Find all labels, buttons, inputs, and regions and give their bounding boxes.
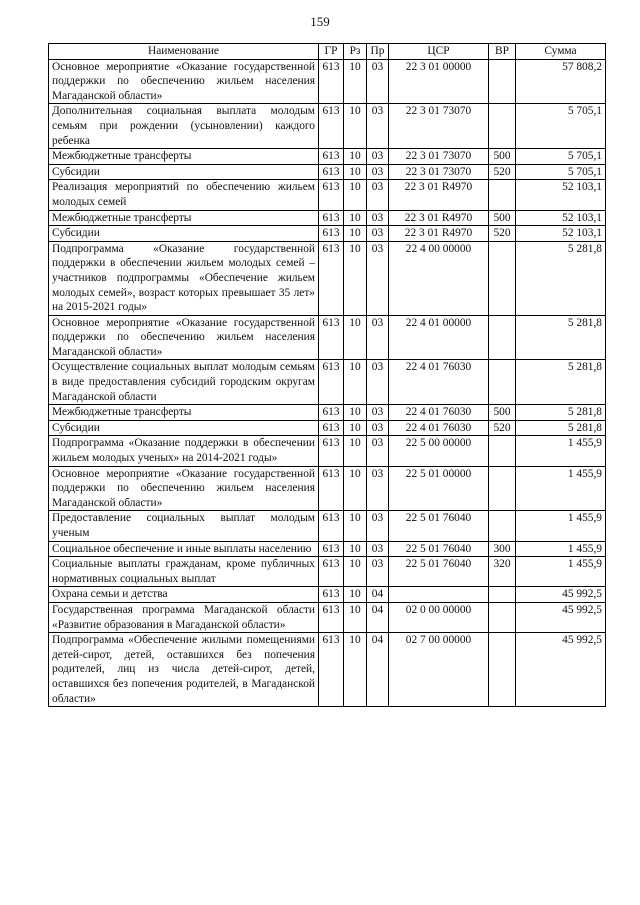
cell-rz: 10 <box>344 436 367 466</box>
cell-sum: 5 705,1 <box>516 149 606 165</box>
cell-rz: 10 <box>344 149 367 165</box>
budget-table <box>48 43 606 707</box>
cell-pr: 03 <box>367 241 389 315</box>
cell-csr: 22 3 01 73070 <box>389 164 489 180</box>
cell-rz: 10 <box>344 466 367 511</box>
cell-sum: 45 992,5 <box>516 633 606 707</box>
table-header <box>49 44 606 60</box>
table-row <box>49 226 606 242</box>
cell-name: Межбюджетные трансферты <box>49 210 319 226</box>
cell-sum: 5 705,1 <box>516 164 606 180</box>
cell-csr: 22 3 01 R4970 <box>389 226 489 242</box>
column-header-pr: Пр <box>367 44 389 60</box>
cell-name: Подпрограмма «Оказание государственной поддержки в обеспечении жильем молодых семей – участников подпрограммы «Обеспечение жильем молодых семей», возраст которых превышает 35 лет» на 2015-2021 годы» <box>49 241 319 315</box>
cell-csr: 22 3 01 R4970 <box>389 180 489 210</box>
cell-csr: 22 4 00 00000 <box>389 241 489 315</box>
cell-gr: 613 <box>319 436 344 466</box>
cell-name: Предоставление социальных выплат молодым ученым <box>49 511 319 541</box>
cell-sum: 1 455,9 <box>516 466 606 511</box>
cell-vr: 320 <box>489 557 516 587</box>
cell-vr <box>489 511 516 541</box>
cell-csr: 22 3 01 R4970 <box>389 210 489 226</box>
cell-csr <box>389 587 489 603</box>
cell-name: Основное мероприятие «Оказание государственной поддержки по обеспечению жильем населения Магаданской области» <box>49 59 319 104</box>
cell-csr: 22 5 00 00000 <box>389 436 489 466</box>
cell-gr: 613 <box>319 164 344 180</box>
cell-gr: 613 <box>319 420 344 436</box>
table-row <box>49 210 606 226</box>
cell-sum: 5 281,8 <box>516 420 606 436</box>
cell-sum: 45 992,5 <box>516 587 606 603</box>
cell-sum: 1 455,9 <box>516 511 606 541</box>
cell-pr: 03 <box>367 226 389 242</box>
cell-name: Основное мероприятие «Оказание государственной поддержки по обеспечению жильем населения Магаданской области» <box>49 466 319 511</box>
cell-pr: 03 <box>367 466 389 511</box>
column-header-sum: Сумма <box>516 44 606 60</box>
table-row <box>49 466 606 511</box>
cell-pr: 03 <box>367 420 389 436</box>
cell-sum: 1 455,9 <box>516 541 606 557</box>
cell-rz: 10 <box>344 405 367 421</box>
table-body <box>49 59 606 707</box>
cell-csr: 22 4 01 76030 <box>389 420 489 436</box>
cell-gr: 613 <box>319 511 344 541</box>
cell-pr: 04 <box>367 587 389 603</box>
cell-gr: 613 <box>319 633 344 707</box>
cell-vr <box>489 436 516 466</box>
cell-sum: 52 103,1 <box>516 226 606 242</box>
cell-rz: 10 <box>344 226 367 242</box>
cell-pr: 03 <box>367 405 389 421</box>
cell-name: Подпрограмма «Оказание поддержки в обеспечении жильем молодых ученых» на 2014-2021 годы» <box>49 436 319 466</box>
table-row <box>49 315 606 360</box>
cell-rz: 10 <box>344 241 367 315</box>
cell-gr: 613 <box>319 587 344 603</box>
cell-vr: 300 <box>489 541 516 557</box>
column-header-vr: ВР <box>489 44 516 60</box>
cell-name: Субсидии <box>49 164 319 180</box>
cell-sum: 5 281,8 <box>516 315 606 360</box>
cell-sum: 1 455,9 <box>516 557 606 587</box>
cell-pr: 03 <box>367 210 389 226</box>
cell-name: Реализация мероприятий по обеспечению жильем молодых семей <box>49 180 319 210</box>
cell-name: Межбюджетные трансферты <box>49 405 319 421</box>
cell-pr: 03 <box>367 149 389 165</box>
cell-name: Государственная программа Магаданской области «Развитие образования в Магаданской области» <box>49 602 319 632</box>
cell-rz: 10 <box>344 210 367 226</box>
cell-sum: 1 455,9 <box>516 436 606 466</box>
cell-vr <box>489 633 516 707</box>
cell-gr: 613 <box>319 241 344 315</box>
cell-gr: 613 <box>319 149 344 165</box>
column-header-gr: ГР <box>319 44 344 60</box>
cell-gr: 613 <box>319 541 344 557</box>
table-row <box>49 602 606 632</box>
cell-pr: 03 <box>367 511 389 541</box>
cell-rz: 10 <box>344 633 367 707</box>
cell-sum: 5 705,1 <box>516 104 606 149</box>
table-row <box>49 541 606 557</box>
cell-rz: 10 <box>344 541 367 557</box>
cell-gr: 613 <box>319 466 344 511</box>
cell-name: Межбюджетные трансферты <box>49 149 319 165</box>
cell-vr <box>489 180 516 210</box>
page-number: 159 <box>310 14 330 29</box>
cell-name: Основное мероприятие «Оказание государственной поддержки по обеспечению жильем населения Магаданской области» <box>49 315 319 360</box>
table-row <box>49 511 606 541</box>
cell-pr: 03 <box>367 436 389 466</box>
cell-rz: 10 <box>344 104 367 149</box>
cell-pr: 03 <box>367 104 389 149</box>
cell-sum: 5 281,8 <box>516 241 606 315</box>
cell-vr: 500 <box>489 210 516 226</box>
cell-rz: 10 <box>344 511 367 541</box>
cell-name: Субсидии <box>49 226 319 242</box>
table-row <box>49 405 606 421</box>
cell-name: Подпрограмма «Обеспечение жилыми помещениями детей-сирот, детей, оставшихся без попечения родителей, лиц из числа детей-сирот, детей, оставшихся без попечения родителей, в Магаданской области» <box>49 633 319 707</box>
cell-rz: 10 <box>344 360 367 405</box>
cell-sum: 52 103,1 <box>516 180 606 210</box>
cell-csr: 22 5 01 76040 <box>389 557 489 587</box>
cell-pr: 03 <box>367 180 389 210</box>
cell-vr: 520 <box>489 164 516 180</box>
cell-gr: 613 <box>319 104 344 149</box>
column-header-csr: ЦСР <box>389 44 489 60</box>
cell-gr: 613 <box>319 315 344 360</box>
cell-csr: 22 3 01 00000 <box>389 59 489 104</box>
cell-sum: 5 281,8 <box>516 360 606 405</box>
table-row <box>49 557 606 587</box>
cell-csr: 02 0 00 00000 <box>389 602 489 632</box>
cell-vr <box>489 602 516 632</box>
cell-pr: 03 <box>367 315 389 360</box>
cell-rz: 10 <box>344 557 367 587</box>
cell-csr: 22 5 01 00000 <box>389 466 489 511</box>
cell-name: Дополнительная социальная выплата молодым семьям при рождении (усыновлении) каждого ребенка <box>49 104 319 149</box>
cell-name: Охрана семьи и детства <box>49 587 319 603</box>
cell-rz: 10 <box>344 587 367 603</box>
column-header-name: Наименование <box>49 44 319 60</box>
cell-vr: 520 <box>489 420 516 436</box>
cell-pr: 03 <box>367 164 389 180</box>
cell-vr <box>489 587 516 603</box>
cell-gr: 613 <box>319 557 344 587</box>
cell-rz: 10 <box>344 420 367 436</box>
cell-vr <box>489 241 516 315</box>
cell-name: Социальные выплаты гражданам, кроме публичных нормативных социальных выплат <box>49 557 319 587</box>
cell-csr: 22 3 01 73070 <box>389 104 489 149</box>
table-row <box>49 360 606 405</box>
cell-vr: 520 <box>489 226 516 242</box>
table-row <box>49 436 606 466</box>
cell-vr <box>489 59 516 104</box>
cell-csr: 02 7 00 00000 <box>389 633 489 707</box>
cell-pr: 03 <box>367 557 389 587</box>
cell-rz: 10 <box>344 315 367 360</box>
cell-csr: 22 4 01 76030 <box>389 360 489 405</box>
cell-rz: 10 <box>344 602 367 632</box>
cell-pr: 03 <box>367 541 389 557</box>
cell-gr: 613 <box>319 226 344 242</box>
cell-name: Социальное обеспечение и иные выплаты населению <box>49 541 319 557</box>
cell-name: Осуществление социальных выплат молодым семьям в виде предоставления субсидий городским округам Магаданской области <box>49 360 319 405</box>
cell-gr: 613 <box>319 180 344 210</box>
cell-gr: 613 <box>319 602 344 632</box>
cell-csr: 22 4 01 00000 <box>389 315 489 360</box>
table-row <box>49 587 606 603</box>
table-row <box>49 164 606 180</box>
cell-vr: 500 <box>489 149 516 165</box>
cell-pr: 04 <box>367 602 389 632</box>
cell-sum: 57 808,2 <box>516 59 606 104</box>
cell-vr <box>489 315 516 360</box>
cell-sum: 52 103,1 <box>516 210 606 226</box>
cell-gr: 613 <box>319 210 344 226</box>
cell-sum: 45 992,5 <box>516 602 606 632</box>
cell-vr <box>489 104 516 149</box>
table-row <box>49 180 606 210</box>
cell-csr: 22 4 01 76030 <box>389 405 489 421</box>
cell-sum: 5 281,8 <box>516 405 606 421</box>
table-row <box>49 149 606 165</box>
table-row <box>49 59 606 104</box>
cell-vr <box>489 360 516 405</box>
column-header-rz: Рз <box>344 44 367 60</box>
table-row <box>49 633 606 707</box>
cell-gr: 613 <box>319 59 344 104</box>
cell-pr: 03 <box>367 59 389 104</box>
table-row <box>49 104 606 149</box>
cell-name: Субсидии <box>49 420 319 436</box>
cell-rz: 10 <box>344 59 367 104</box>
cell-pr: 04 <box>367 633 389 707</box>
cell-vr: 500 <box>489 405 516 421</box>
cell-vr <box>489 466 516 511</box>
cell-rz: 10 <box>344 180 367 210</box>
cell-csr: 22 5 01 76040 <box>389 511 489 541</box>
cell-rz: 10 <box>344 164 367 180</box>
cell-gr: 613 <box>319 360 344 405</box>
table-row <box>49 420 606 436</box>
header-row <box>49 44 606 60</box>
cell-csr: 22 5 01 76040 <box>389 541 489 557</box>
table-row <box>49 241 606 315</box>
cell-pr: 03 <box>367 360 389 405</box>
cell-csr: 22 3 01 73070 <box>389 149 489 165</box>
cell-gr: 613 <box>319 405 344 421</box>
